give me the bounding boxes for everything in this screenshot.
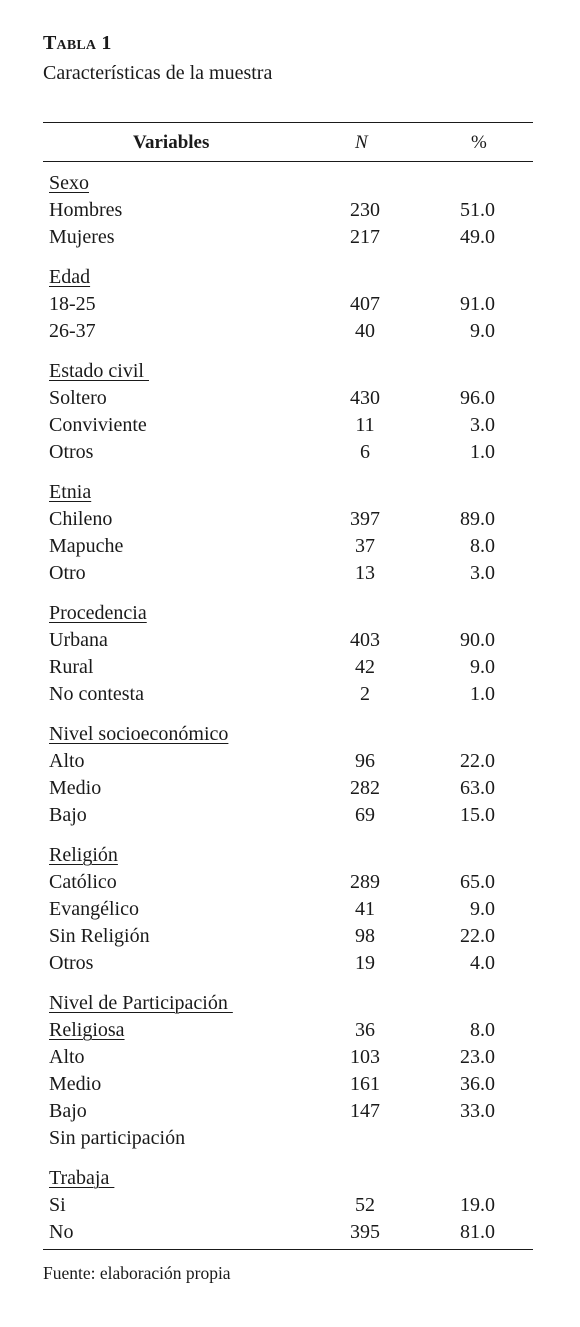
row-percent-value: 3.0 xyxy=(470,414,495,436)
row-percent-value: 91.0 xyxy=(460,293,495,315)
table-row xyxy=(0,224,580,251)
row-label: Hombres xyxy=(49,199,123,221)
header-rule xyxy=(43,161,533,162)
row-label: Mapuche xyxy=(49,535,124,557)
row-label: Alto xyxy=(49,1046,85,1068)
table-group-heading xyxy=(0,358,580,385)
table-row xyxy=(0,1192,580,1219)
row-n-value: 430 xyxy=(350,387,380,409)
table-row xyxy=(0,318,580,345)
table-row xyxy=(0,923,580,950)
row-label: Otro xyxy=(49,562,86,584)
row-label: Sin Religión xyxy=(49,925,150,947)
row-percent-value: 22.0 xyxy=(460,925,495,947)
table-row xyxy=(0,533,580,560)
table-row xyxy=(0,869,580,896)
row-percent-value: 4.0 xyxy=(470,952,495,974)
table-row xyxy=(0,1098,580,1125)
row-percent-value: 23.0 xyxy=(460,1046,495,1068)
row-n-value: 37 xyxy=(355,535,375,557)
group-label: Edad xyxy=(49,266,91,288)
table-row xyxy=(0,950,580,977)
row-n-value: 147 xyxy=(350,1100,380,1122)
row-label: Conviviente xyxy=(49,414,147,436)
row-n-value: 403 xyxy=(350,629,380,651)
row-percent-value: 9.0 xyxy=(470,656,495,678)
row-label: Otros xyxy=(49,441,94,463)
source-note: Fuente: elaboración propia xyxy=(43,1263,231,1283)
row-percent-value: 8.0 xyxy=(470,1019,495,1041)
table-row xyxy=(0,627,580,654)
table-label: Tabla 1 xyxy=(43,32,112,54)
row-label: Urbana xyxy=(49,629,108,651)
table-row xyxy=(0,681,580,708)
row-percent-value: 1.0 xyxy=(470,441,495,463)
group-label: Procedencia xyxy=(49,602,147,624)
group-label: Religión xyxy=(49,844,118,866)
row-percent-value: 22.0 xyxy=(460,750,495,772)
row-percent-value: 9.0 xyxy=(470,320,495,342)
row-n-value: 230 xyxy=(350,199,380,221)
row-n-value: 289 xyxy=(350,871,380,893)
row-label: No contesta xyxy=(49,683,144,705)
table-group-heading xyxy=(0,170,580,197)
table-row xyxy=(0,775,580,802)
row-n-value: 36 xyxy=(355,1019,375,1041)
row-label: Medio xyxy=(49,1073,102,1095)
row-label: Mujeres xyxy=(49,226,115,248)
row-percent-value: 51.0 xyxy=(460,199,495,221)
row-label: Católico xyxy=(49,871,117,893)
table-group-heading xyxy=(0,1017,580,1044)
bottom-rule xyxy=(43,1249,533,1250)
table-row xyxy=(0,896,580,923)
table-group-heading xyxy=(0,264,580,291)
table-row xyxy=(0,291,580,318)
row-n-value: 397 xyxy=(350,508,380,530)
row-n-value: 41 xyxy=(355,898,375,920)
row-percent-value: 49.0 xyxy=(460,226,495,248)
table-group-heading xyxy=(0,600,580,627)
row-label: No xyxy=(49,1221,74,1243)
row-label: 26-37 xyxy=(49,320,96,342)
table-group-heading xyxy=(0,721,580,748)
table-group-heading xyxy=(0,842,580,869)
row-n-value: 69 xyxy=(355,804,375,826)
table-row xyxy=(0,1125,580,1152)
table-row xyxy=(0,560,580,587)
row-n-value: 52 xyxy=(355,1194,375,1216)
group-label: Sexo xyxy=(49,172,89,194)
table-row xyxy=(0,748,580,775)
table-row xyxy=(0,506,580,533)
row-percent-value: 33.0 xyxy=(460,1100,495,1122)
row-percent-value: 81.0 xyxy=(460,1221,495,1243)
table-group-heading xyxy=(0,990,580,1017)
table-row xyxy=(0,1219,580,1246)
row-percent-value: 9.0 xyxy=(470,898,495,920)
row-percent-value: 3.0 xyxy=(470,562,495,584)
table-row xyxy=(0,1071,580,1098)
row-n-value: 19 xyxy=(355,952,375,974)
row-percent-value: 90.0 xyxy=(460,629,495,651)
row-percent-value: 96.0 xyxy=(460,387,495,409)
group-label: Nivel de Participación xyxy=(49,992,233,1014)
row-percent-value: 15.0 xyxy=(460,804,495,826)
header-percent: % xyxy=(471,132,487,153)
row-label: Rural xyxy=(49,656,94,678)
table-row xyxy=(0,654,580,681)
row-n-value: 2 xyxy=(360,683,370,705)
table-row xyxy=(0,802,580,829)
row-n-value: 161 xyxy=(350,1073,380,1095)
group-label: Trabaja xyxy=(49,1167,115,1189)
row-n-value: 11 xyxy=(355,414,375,436)
row-n-value: 407 xyxy=(350,293,380,315)
row-percent-value: 36.0 xyxy=(460,1073,495,1095)
row-label: Bajo xyxy=(49,1100,87,1122)
row-n-value: 217 xyxy=(350,226,380,248)
group-label: Estado civil xyxy=(49,360,149,382)
row-label: Soltero xyxy=(49,387,107,409)
row-label: Si xyxy=(49,1194,66,1216)
table-row xyxy=(0,197,580,224)
table-row xyxy=(0,1044,580,1071)
row-percent-value: 65.0 xyxy=(460,871,495,893)
row-n-value: 40 xyxy=(355,320,375,342)
table-row xyxy=(0,412,580,439)
row-label: Otros xyxy=(49,952,94,974)
row-label: Medio xyxy=(49,777,102,799)
row-n-value: 6 xyxy=(360,441,370,463)
row-label: 18-25 xyxy=(49,293,96,315)
row-label: Alto xyxy=(49,750,85,772)
row-percent-value: 63.0 xyxy=(460,777,495,799)
row-label: Sin participación xyxy=(49,1127,186,1149)
row-label: Evangélico xyxy=(49,898,139,920)
group-label: Etnia xyxy=(49,481,92,503)
row-n-value: 395 xyxy=(350,1221,380,1243)
row-n-value: 13 xyxy=(355,562,375,584)
row-label: Bajo xyxy=(49,804,87,826)
table-group-heading xyxy=(0,479,580,506)
header-n: N xyxy=(355,132,368,153)
row-percent-value: 8.0 xyxy=(470,535,495,557)
row-label: Chileno xyxy=(49,508,113,530)
row-n-value: 42 xyxy=(355,656,375,678)
row-percent-value: 1.0 xyxy=(470,683,495,705)
table-group-heading xyxy=(0,1165,580,1192)
group-label: Religiosa xyxy=(49,1019,125,1041)
row-n-value: 98 xyxy=(355,925,375,947)
top-rule xyxy=(43,122,533,123)
table-row xyxy=(0,439,580,466)
row-n-value: 96 xyxy=(355,750,375,772)
row-percent-value: 89.0 xyxy=(460,508,495,530)
table-caption: Características de la muestra xyxy=(43,62,273,84)
row-n-value: 103 xyxy=(350,1046,380,1068)
group-label: Nivel socioeconómico xyxy=(49,723,229,745)
header-variables: Variables xyxy=(133,132,210,153)
row-percent-value: 19.0 xyxy=(460,1194,495,1216)
row-n-value: 282 xyxy=(350,777,380,799)
table-row xyxy=(0,385,580,412)
